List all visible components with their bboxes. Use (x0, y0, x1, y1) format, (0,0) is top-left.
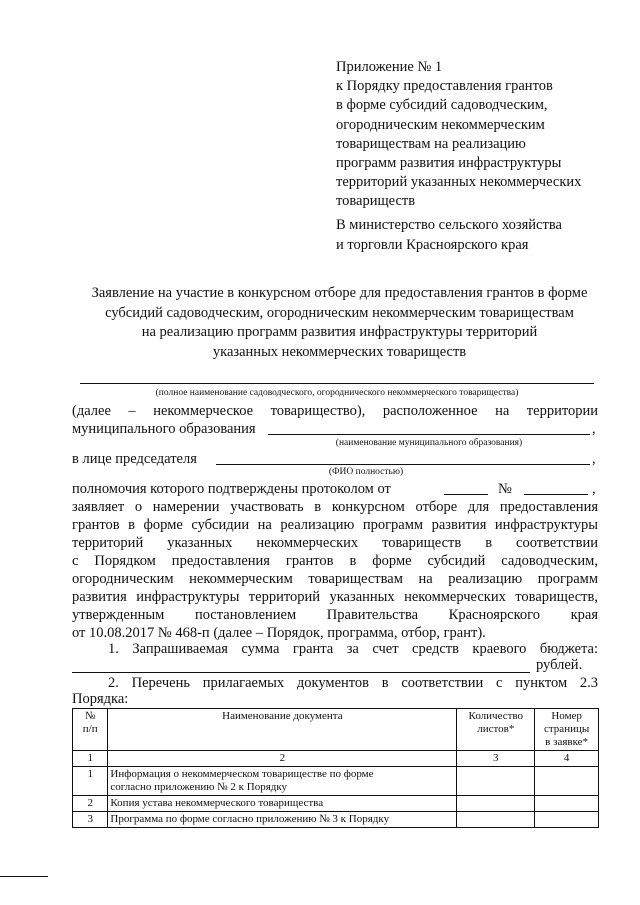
documents-table (72, 708, 599, 828)
municipality-hint: (наименование муниципального образования) (335, 438, 523, 448)
row-sheets (457, 796, 535, 812)
row-num: 2 (73, 796, 108, 812)
body-line: развития инфраструктуры территорий указанных некоммерческих товариществ, (72, 589, 598, 605)
addressee-line: и торговли Красноярского края (336, 236, 529, 253)
body-line: территорий указанных некоммерческих товариществ в соответствии (72, 535, 598, 551)
municipality-field-line (268, 434, 590, 435)
comma-mark: , (592, 481, 596, 497)
comma-mark: , (592, 421, 596, 437)
protocol-line (72, 480, 598, 498)
municipality-line (72, 420, 598, 438)
fio-hint: (ФИО полностью) (328, 467, 404, 477)
body-line: огородническим некоммерческим товариществам на реализацию программ (72, 571, 598, 587)
appendix-line: программ развития инфраструктуры (336, 155, 562, 172)
title-line: Заявление на участие в конкурсном отборе для предоставления грантов в форме (91, 285, 588, 301)
rubles-label: рублей. (536, 657, 583, 673)
item-2-documents-list: 2. Перечень прилагаемых документов в соответствии с пунктом 2.3 (108, 675, 598, 691)
comma-mark: , (592, 451, 596, 467)
appendix-line: к Порядку предоставления грантов (336, 78, 553, 95)
row-num: 3 (73, 812, 108, 828)
header-doc-name: Наименование документа (108, 709, 457, 751)
row-sheets (457, 812, 535, 828)
table-row (73, 796, 599, 812)
row-doc-name: Копия устава некоммерческого товарищества (108, 796, 457, 812)
org-name-field-line (80, 383, 594, 384)
item-2-continuation: Порядка: (72, 691, 129, 707)
row-page (535, 767, 599, 796)
table-index-row (73, 751, 599, 767)
chairman-label: в лице председателя (72, 451, 197, 467)
body-line: грантов в форме субсидии на реализацию программ развития инфраструктуры (72, 517, 598, 533)
body-line: от 10.08.2017 № 468-п (далее – Порядок, программа, отбор, грант). (72, 625, 486, 641)
document-title (72, 284, 607, 362)
index-cell: 4 (535, 751, 599, 767)
table-row (73, 767, 599, 796)
row-doc-name: Программа по форме согласно приложению № 3 к Порядку (108, 812, 457, 828)
form-line-territory: (далее – некоммерческое товарищество), расположенное на территории (72, 403, 598, 419)
row-page (535, 812, 599, 828)
protocol-number-field (524, 494, 588, 495)
body-line: заявляет о намерении участвовать в конкурсном отборе для предоставления (72, 499, 598, 515)
number-sign: № (498, 481, 512, 497)
title-line: указанных некоммерческих товариществ (212, 343, 467, 360)
protocol-label: полномочия которого подтверждены протоколом от (72, 481, 391, 497)
footnote-separator (0, 876, 48, 877)
appendix-header (336, 58, 616, 212)
index-cell: 3 (457, 751, 535, 767)
appendix-line: товариществам на реализацию (336, 135, 526, 152)
appendix-line: в форме субсидий садоводческим, (336, 97, 548, 114)
title-line: на реализацию программ развития инфраструктуры территорий (141, 324, 538, 340)
body-line: утвержденным постановлением Правительства Красноярского края (72, 607, 598, 623)
row-doc-name: Информация о некоммерческом товариществе по форме согласно приложению № 2 к Порядку (108, 767, 457, 796)
org-name-hint: (полное наименование садоводческого, огороднического некоммерческого товарищества) (155, 388, 519, 398)
table-row (73, 812, 599, 828)
index-cell: 2 (108, 751, 457, 767)
appendix-line: Приложение № 1 (336, 59, 443, 75)
title-line: субсидий садоводческим, огородническим некоммерческим товариществам (105, 304, 574, 321)
index-cell: 1 (73, 751, 108, 767)
chairman-line (72, 450, 598, 468)
row-page (535, 796, 599, 812)
municipality-label: муниципального образования (72, 421, 256, 437)
row-num: 1 (73, 767, 108, 796)
item-1-grant-amount: 1. Запрашиваемая сумма гранта за счет средств краевого бюджета: (108, 641, 598, 657)
appendix-line: огородническим некоммерческим (336, 116, 545, 133)
header-num: № п/п (73, 709, 108, 751)
header-page: Номер страницы в заявке* (535, 709, 599, 751)
addressee-block (336, 216, 616, 255)
header-sheets: Количество листов* (457, 709, 535, 751)
table-header-row (73, 709, 599, 751)
appendix-line: территорий указанных некоммерческих (336, 174, 582, 191)
appendix-line: товариществ (336, 193, 416, 210)
addressee-line: В министерство сельского хозяйства (336, 217, 562, 233)
body-line: с Порядком предоставления грантов в форме субсидий садоводческим, (72, 553, 598, 569)
row-sheets (457, 767, 535, 796)
grant-amount-field-line (72, 672, 530, 673)
protocol-date-field (444, 494, 488, 495)
chairman-field-line (216, 464, 590, 465)
